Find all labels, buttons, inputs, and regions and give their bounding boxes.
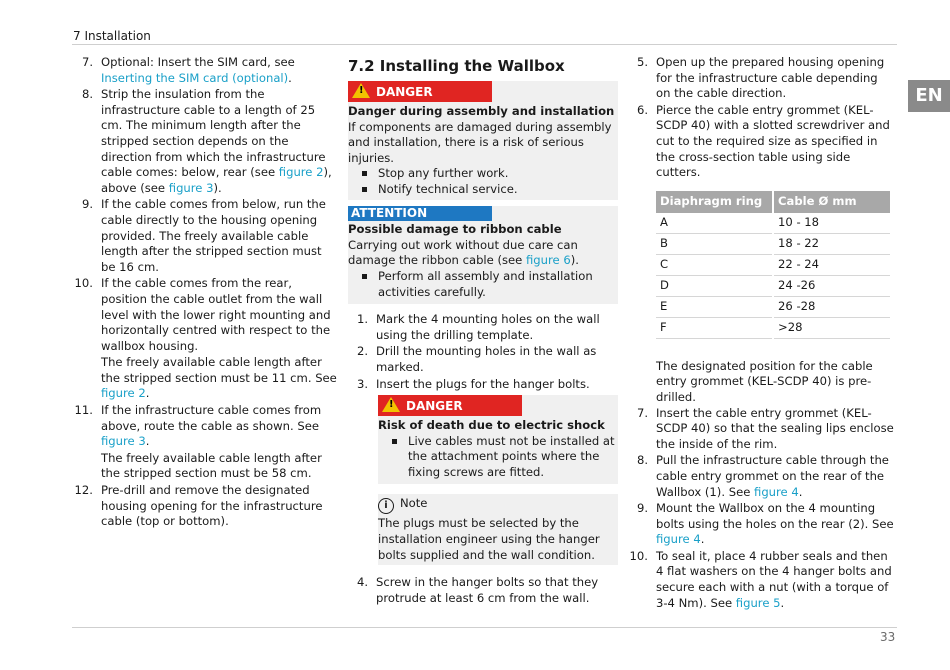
figure-link[interactable]: figure 2 bbox=[101, 386, 146, 401]
cable-size-table bbox=[654, 191, 892, 339]
list-item: 1. Mark the 4 mounting holes on the wall using the drilling template. bbox=[356, 312, 600, 342]
list-item: 12. Pre-drill and remove the designated housing opening for the infrastructure cable (top or bottom). bbox=[74, 483, 323, 529]
table-cell: 24 -26 bbox=[774, 276, 890, 297]
danger-heading: Danger during assembly and installation bbox=[348, 104, 615, 118]
right-step-list-2 bbox=[628, 406, 894, 612]
table-cell: 26 -28 bbox=[774, 297, 890, 318]
list-item: 11. If the infrastructure cable comes from above, route the cable as shown. See figure 3. The freely available cable length after the stripped section must be 58 cm. bbox=[74, 403, 322, 481]
list-item: 8. Strip the insulation from the infrastructure cable to a length of 25 cm. The minimum length after the stripped section depends on the direction from which the infrastructure cable comes: below, rear (see figure 2), above (see figure 3). bbox=[81, 87, 332, 195]
list-item: 2. Drill the mounting holes in the wall as marked. bbox=[356, 344, 597, 374]
note-title: i Note bbox=[378, 496, 618, 513]
list-item: 5. Open up the prepared housing opening for the infrastructure cable depending on the cable direction. bbox=[636, 55, 885, 101]
attention-text: Carrying out work without due care can damage the ribbon cable (see figure 6). bbox=[348, 237, 579, 268]
bullet-item: Stop any further work. bbox=[348, 166, 618, 182]
warning-icon bbox=[382, 397, 400, 412]
danger-box-assembly bbox=[348, 81, 618, 200]
figure-link[interactable]: figure 2 bbox=[278, 165, 324, 180]
cable-table-body bbox=[656, 213, 890, 339]
section-title: 7.2 Installing the Wallbox bbox=[348, 57, 565, 75]
page-number: 33 bbox=[880, 630, 896, 644]
attention-heading: Possible damage to ribbon cable bbox=[348, 222, 562, 237]
danger-bullets bbox=[378, 434, 618, 485]
danger-text: If components are damaged during assembly and installation, there is a risk of serious injuries. bbox=[348, 119, 612, 165]
list-item: 4. Screw in the hanger bolts so that they protrude at least 6 cm from the wall. bbox=[356, 575, 599, 605]
list-item: 10. If the cable comes from the rear, position the cable outlet from the wall level with the lower right mounting and horizontally centred with respect to the wallbox housing. The freely available cable length after the stripped section must be 11 cm. See figure 2. bbox=[74, 276, 337, 401]
cable-table-wrap bbox=[656, 191, 894, 339]
note-text: The plugs must be selected by the installation engineer using the hanger bolts supplied and the wall condition. bbox=[378, 516, 600, 562]
footer-divider bbox=[72, 627, 897, 628]
table-cell: 22 - 24 bbox=[774, 255, 890, 276]
figure-6-link[interactable]: figure 6 bbox=[525, 253, 571, 268]
table-cell: C bbox=[656, 255, 772, 276]
note-box bbox=[378, 494, 618, 565]
attention-bullets bbox=[348, 269, 618, 304]
middle-column bbox=[348, 55, 618, 607]
table-row bbox=[656, 318, 890, 339]
right-column bbox=[628, 55, 894, 612]
figure-link[interactable]: figure 5 bbox=[735, 595, 781, 610]
list-item: 9. Mount the Wallbox on the 4 mounting bolts using the holes on the rear (2). See figure 4. bbox=[636, 501, 894, 547]
middle-step-list bbox=[348, 312, 618, 392]
figure-link[interactable]: figure 3 bbox=[101, 434, 146, 449]
table-cell: E bbox=[656, 297, 772, 318]
left-column bbox=[73, 55, 339, 531]
danger-label: !DANGER bbox=[348, 81, 492, 102]
list-item: 3. Insert the plugs for the hanger bolts. bbox=[356, 376, 590, 391]
list-item: 10. To seal it, place 4 rubber seals and then 4 flat washers on the 4 hanger bolts and secure each with a nut (with a torque of 3-4 Nm). See figure 5. bbox=[629, 548, 892, 610]
middle-step-list-2 bbox=[348, 575, 618, 606]
figure-link[interactable]: figure 3 bbox=[168, 180, 214, 195]
bullet-item: Perform all assembly and installation activities carefully. bbox=[348, 269, 618, 300]
list-item: 6. Pierce the cable entry grommet (KEL-SCDP 40) with a slotted screwdriver and cut to the required size as specified in the cross-section table using side cutters. bbox=[636, 102, 890, 180]
table-cell: A bbox=[656, 213, 772, 234]
table-cell: F bbox=[656, 318, 772, 339]
table-header: Cable Ø mm bbox=[774, 191, 890, 213]
bullet-item: Live cables must not be installed at the attachment points where the fixing screws are fitted. bbox=[378, 434, 618, 481]
danger-heading: Risk of death due to electric shock bbox=[378, 418, 605, 433]
table-row bbox=[656, 297, 890, 318]
table-cell: B bbox=[656, 234, 772, 255]
list-item: 8. Pull the infrastructure cable through the cable entry grommet on the rear of the Wallbox (1). See figure 4. bbox=[636, 453, 889, 499]
table-cell: 10 - 18 bbox=[774, 213, 890, 234]
attention-box bbox=[348, 206, 618, 305]
table-row bbox=[656, 276, 890, 297]
predrilled-note: The designated position for the cable entry grommet (KEL-SCDP 40) is pre-drilled. bbox=[656, 358, 873, 404]
table-cell: D bbox=[656, 276, 772, 297]
info-icon: i bbox=[378, 498, 394, 514]
figure-link[interactable]: Inserting the SIM card (optional) bbox=[101, 70, 289, 85]
list-item: 7. Insert the cable entry grommet (KEL-SCDP 40) so that the sealing lips enclose the inside of the rim. bbox=[636, 405, 894, 451]
right-step-list bbox=[628, 55, 894, 181]
header-divider bbox=[72, 44, 897, 45]
attention-label: ATTENTION bbox=[348, 206, 492, 221]
danger-bullets bbox=[348, 166, 618, 199]
table-row bbox=[656, 213, 890, 234]
language-tab: EN bbox=[908, 80, 950, 112]
running-header: 7 Installation bbox=[73, 29, 151, 43]
danger-label: !DANGER bbox=[378, 395, 522, 416]
bullet-item: Notify technical service. bbox=[348, 182, 618, 198]
danger-box-shock bbox=[378, 395, 618, 484]
figure-link[interactable]: figure 4 bbox=[754, 484, 799, 499]
left-step-list bbox=[73, 55, 339, 530]
table-row bbox=[656, 234, 890, 255]
warning-icon bbox=[352, 83, 370, 98]
figure-link[interactable]: figure 4 bbox=[656, 532, 701, 547]
table-row bbox=[656, 255, 890, 276]
table-cell: >28 bbox=[774, 318, 890, 339]
list-item: 7. Optional: Insert the SIM card, see Inserting the SIM card (optional). bbox=[81, 55, 295, 85]
table-cell: 18 - 22 bbox=[774, 234, 890, 255]
list-item: 9. If the cable comes from below, run the cable directly to the housing opening provided. The freely available cable length after the stripped section must be 16 cm. bbox=[81, 197, 326, 274]
table-header: Diaphragm ring bbox=[656, 191, 772, 213]
